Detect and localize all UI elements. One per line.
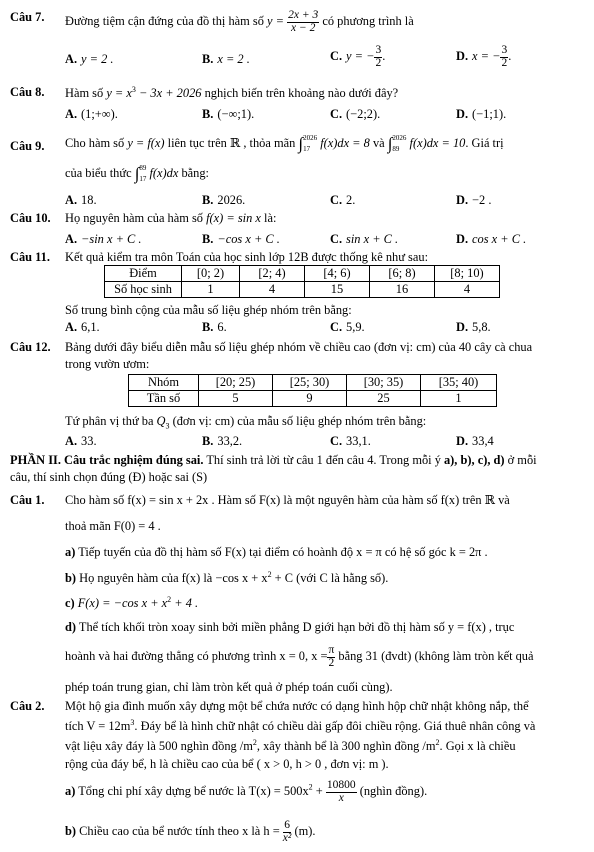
table-cell: [0; 2) xyxy=(182,266,240,282)
integral-body: f(x)dx = 10 xyxy=(409,136,466,151)
table-cell: [20; 25) xyxy=(199,375,273,391)
option-letter: B. xyxy=(202,434,214,448)
stem-text: nghịch biến trên khoảng nào dưới đây? xyxy=(201,86,399,101)
question-8-stem xyxy=(65,85,398,101)
question-9-option-d xyxy=(456,193,491,208)
stem-math: y = x xyxy=(106,86,132,101)
question-7-option-b xyxy=(202,52,250,67)
question-12-line1: Bảng dưới đây biểu diễn mẫu số liệu ghép nhóm về chiều cao (đơn vị: cm) của 40 cây cà chua xyxy=(65,340,533,354)
score-table xyxy=(104,265,500,298)
p2-q2-statement-b xyxy=(65,820,315,844)
statement-text: (nghìn đồng). xyxy=(356,783,428,798)
question-11-option-c xyxy=(330,320,365,335)
question-9-label: Câu 9. xyxy=(10,139,45,153)
question-10-label: Câu 10. xyxy=(10,211,51,225)
table-cell: Tần số xyxy=(129,391,199,407)
option-letter: D. xyxy=(456,107,469,121)
question-8-option-a xyxy=(65,107,118,122)
statement-label: a) xyxy=(65,545,76,559)
statement-text: + xyxy=(312,783,323,798)
question-11-stem: Kết quả kiểm tra môn Toán của học sinh lớp 12B được thống kê như sau: xyxy=(65,250,429,264)
stem-math: f(x) = sin x xyxy=(206,211,261,225)
table-cell: [6; 8) xyxy=(370,266,435,282)
option-letter: B. xyxy=(202,193,214,207)
option-text: −2 . xyxy=(472,193,492,207)
fraction-denominator: x xyxy=(338,791,344,804)
table-cell: [30; 35) xyxy=(347,375,421,391)
question-10-option-d xyxy=(456,232,526,247)
fraction-denominator: x² xyxy=(282,831,292,844)
stem-text: tích V = 12m xyxy=(65,719,131,734)
option-letter: D. xyxy=(456,193,469,207)
height-table xyxy=(128,374,497,407)
p2-question-1-label: Câu 1. xyxy=(10,493,45,507)
question-10-option-c xyxy=(330,232,398,247)
integral-sign: ∫ xyxy=(134,163,140,183)
option-letter: B. xyxy=(202,107,214,121)
option-text: (−∞;1). xyxy=(217,107,255,121)
option-text: 5,9. xyxy=(346,320,365,334)
p2-question-2-line1: Một hộ gia đình muốn xây dựng một bể chứa nước có dạng hình hộp chữ nhật không nắp, thể xyxy=(65,699,529,713)
question-12-line2: trong vườn ươm: xyxy=(65,357,150,371)
integral-upper: 89 xyxy=(139,164,147,172)
question-9-option-c xyxy=(330,193,355,208)
stem-text: . Đáy bể là hình chữ nhật có chiều dài gấp đôi chiều rộng. Giá thuê nhân công và xyxy=(134,719,536,734)
option-letter: A. xyxy=(65,107,78,121)
option-letter: A. xyxy=(65,52,78,66)
question-11-option-a xyxy=(65,320,100,335)
question-7-option-a xyxy=(65,52,114,67)
table-cell: [25; 30) xyxy=(273,375,347,391)
option-text: . xyxy=(508,48,512,63)
option-text: y = 2 . xyxy=(81,52,114,66)
integral-lower: 17 xyxy=(303,145,311,154)
question-12-label: Câu 12. xyxy=(10,340,51,354)
fraction-numerator: 2x + 3 xyxy=(288,9,319,21)
heading-text: Thí sinh trả lời từ câu 1 đến câu 4. Trong mỗi ý xyxy=(203,453,444,467)
integral-limits xyxy=(303,133,317,155)
heading-bold: a), b), c), d) xyxy=(443,453,505,467)
statement-text: (m). xyxy=(291,823,316,838)
option-text: x = − xyxy=(472,48,501,63)
question-7-option-d xyxy=(456,45,511,69)
p2-question-2-line2 xyxy=(65,718,535,734)
option-text: 18. xyxy=(81,193,97,207)
statement-label: b) xyxy=(65,823,77,838)
option-text: 33,1. xyxy=(346,434,371,448)
option-letter: B. xyxy=(202,232,214,246)
fraction-numerator: 10800 xyxy=(326,779,356,791)
statement-text: + 4 . xyxy=(171,596,199,611)
part2-heading-line2: câu, thí sinh chọn đúng (Đ) hoặc sai (S) xyxy=(10,470,208,484)
question-9-option-b xyxy=(202,193,245,208)
fraction-numerator: 3 xyxy=(375,44,382,56)
question-11-option-d xyxy=(456,320,491,335)
question-9-line1 xyxy=(65,133,504,155)
table-cell: Số học sinh xyxy=(105,282,182,298)
p2-q1-statement-d-line1 xyxy=(65,620,514,635)
table-cell: Nhóm xyxy=(129,375,199,391)
option-text: 33,4 xyxy=(472,434,494,448)
stem-text: vật liệu xây đáy là 500 nghìn đồng /m xyxy=(65,739,253,754)
question-11-option-b xyxy=(202,320,227,335)
question-7-stem xyxy=(65,10,414,34)
question-7-option-c xyxy=(330,45,385,69)
option-text: 5,8. xyxy=(472,320,491,334)
stem-exponent: 3 xyxy=(130,718,135,727)
stem-text: . Gọi x là chiều xyxy=(439,739,516,754)
option-text: (1;+∞). xyxy=(81,107,118,121)
statement-text: F(x) = −cos x + x xyxy=(74,596,168,611)
stem-text: bằng: xyxy=(178,166,209,181)
option-text: 33. xyxy=(81,434,97,448)
p2-q1-statement-d-line2 xyxy=(65,645,534,669)
question-8-label: Câu 8. xyxy=(10,85,45,99)
statement-label: c) xyxy=(65,596,75,611)
question-12-option-a xyxy=(65,434,97,449)
option-text: 2026. xyxy=(217,193,246,207)
option-letter: D. xyxy=(456,48,469,63)
question-7-label: Câu 7. xyxy=(10,10,45,24)
table-row xyxy=(105,266,500,282)
integral-sign: ∫ xyxy=(298,133,304,153)
table-cell: 1 xyxy=(182,282,240,298)
stem-text: có phương trình là xyxy=(319,13,414,28)
table-cell: Điểm xyxy=(105,266,182,282)
statement-label: d) xyxy=(65,620,77,634)
question-9-option-a xyxy=(65,193,97,208)
option-text: 6. xyxy=(217,320,227,334)
question-12-option-b xyxy=(202,434,242,449)
option-letter: C. xyxy=(330,48,343,63)
statement-exponent: 2 xyxy=(267,570,272,579)
question-8-option-c xyxy=(330,107,380,122)
statement-fraction xyxy=(326,780,357,804)
stem-text: liên tục trên ℝ , thỏa mãn xyxy=(164,136,299,151)
p2-q1-statement-b xyxy=(65,570,388,586)
question-11-after: Số trung bình cộng của mẫu số liệu ghép nhóm trên bằng: xyxy=(65,303,352,317)
option-letter: C. xyxy=(330,434,343,448)
option-letter: A. xyxy=(65,193,78,207)
stem-exponent: 2 xyxy=(435,738,440,747)
fraction-numerator: π xyxy=(328,644,335,656)
table-cell: 16 xyxy=(370,282,435,298)
fraction-denominator: 2 xyxy=(375,56,382,69)
table-cell: [2; 4) xyxy=(240,266,305,282)
integral-upper: 2026 xyxy=(303,134,318,142)
question-10-option-a xyxy=(65,232,141,247)
p2-question-1-line2: thoả mãn F(0) = 4 . xyxy=(65,519,161,533)
fraction-denominator: x − 2 xyxy=(290,21,316,34)
integral-limits xyxy=(392,133,406,155)
stem-exponent: 3 xyxy=(131,85,136,94)
option-letter: A. xyxy=(65,434,78,448)
stem-text: Cho hàm số xyxy=(65,136,128,151)
option-text: (−2;2). xyxy=(346,107,381,121)
question-8-option-d xyxy=(456,107,506,122)
stem-text: của biểu thức xyxy=(65,166,135,181)
heading-text: ở mỗi xyxy=(504,453,537,467)
stem-math: y = f(x) xyxy=(127,136,165,151)
stem-fraction xyxy=(287,10,319,34)
table-cell: 15 xyxy=(305,282,370,298)
table-cell: 5 xyxy=(199,391,273,407)
statement-text: Chiều cao của bể nước tính theo x là h = xyxy=(76,823,280,838)
table-row xyxy=(129,391,497,407)
table-cell: [35; 40) xyxy=(421,375,497,391)
integral-upper: 2026 xyxy=(392,134,407,142)
table-cell: 25 xyxy=(347,391,421,407)
statement-exponent: 2 xyxy=(308,782,313,792)
statement-text: Họ nguyên hàm của f(x) là −cos x + x xyxy=(76,571,268,586)
question-10-option-b xyxy=(202,232,280,247)
p2-q1-statement-a xyxy=(65,545,488,560)
question-12-option-c xyxy=(330,434,371,449)
question-12-after xyxy=(65,414,426,431)
integral-limits xyxy=(139,163,146,185)
option-letter: C. xyxy=(330,320,343,334)
option-text: y = − xyxy=(346,48,375,63)
option-letter: B. xyxy=(202,52,214,66)
p2-question-2-label: Câu 2. xyxy=(10,699,45,713)
statement-text: Tổng chi phí xây dựng bể nước là T(x) = 500x xyxy=(75,783,309,798)
stem-math: − 3x + 2026 xyxy=(135,86,202,101)
question-12-option-d xyxy=(456,434,494,449)
option-letter: A. xyxy=(65,232,78,246)
integral-sign: ∫ xyxy=(387,133,393,153)
stem-math: Q xyxy=(156,414,166,428)
table-cell: 1 xyxy=(421,391,497,407)
option-letter: D. xyxy=(456,434,469,448)
statement-text: bằng 31 (đvdt) (không làm tròn kết quả xyxy=(335,648,534,663)
integral-body: f(x)dx = 8 xyxy=(320,136,370,151)
p2-q1-statement-c xyxy=(65,595,198,611)
stem-text: Đường tiệm cận đứng của đồ thị hàm số xyxy=(65,13,268,28)
option-text: . xyxy=(382,48,386,63)
stem-text: Hàm số xyxy=(65,86,107,101)
stem-math: y = xyxy=(267,13,284,28)
statement-text: hoành và hai đường thẳng có phương trình x = 0, x = xyxy=(65,648,328,663)
option-text: −cos x + C . xyxy=(217,232,280,246)
option-text: 6,1. xyxy=(81,320,100,334)
option-text: x = 2 . xyxy=(217,52,250,66)
stem-text: . Giá trị xyxy=(465,136,504,151)
statement-text: Thể tích khối tròn xoay sinh bởi miền phẳng D giới hạn bởi đồ thị hàm số y = f(x) , trục xyxy=(76,620,515,634)
table-cell: 4 xyxy=(240,282,305,298)
heading-bold: PHẦN II. Câu trắc nghiệm đúng sai. xyxy=(10,453,204,467)
option-text: sin x + C . xyxy=(346,232,399,246)
question-9-line2 xyxy=(65,163,209,185)
stem-text: Tứ phân vị thứ ba xyxy=(65,414,157,428)
question-8-option-b xyxy=(202,107,254,122)
fraction-numerator: 6 xyxy=(284,819,290,831)
integral-lower: 17 xyxy=(139,175,147,184)
statement-label: a) xyxy=(65,783,76,798)
stem-text: và xyxy=(369,136,388,151)
statement-text: Tiếp tuyến của đồ thị hàm số F(x) tại điểm có hoành độ x = π có hệ số góc k = 2π . xyxy=(75,545,488,559)
fraction-denominator: 2 xyxy=(501,56,508,69)
statement-exponent: 2 xyxy=(167,595,172,604)
integral-body: f(x)dx xyxy=(149,166,179,181)
option-letter: C. xyxy=(330,107,343,121)
fraction-denominator: 2 xyxy=(328,656,335,669)
table-cell: 4 xyxy=(435,282,500,298)
option-text: cos x + C . xyxy=(472,232,527,246)
stem-text: , xây thành bể là 300 nghìn đồng /m xyxy=(256,739,436,754)
p2-question-2-line4: rộng của đáy bể, h là chiều cao của bể ( x > 0, h > 0 , đơn vị: m ). xyxy=(65,757,389,771)
option-letter: D. xyxy=(456,320,469,334)
part2-heading xyxy=(10,453,537,468)
stem-text: là: xyxy=(260,211,277,225)
option-letter: C. xyxy=(330,193,343,207)
table-row xyxy=(129,375,497,391)
option-letter: A. xyxy=(65,320,78,334)
p2-q2-statement-a xyxy=(65,780,427,804)
stem-subscript: 3 xyxy=(165,421,170,431)
option-text: 2. xyxy=(346,193,356,207)
table-row xyxy=(105,282,500,298)
stem-exponent: 2 xyxy=(252,738,257,747)
table-cell: [4; 6) xyxy=(305,266,370,282)
statement-text: + C (với C là hằng số). xyxy=(271,571,389,586)
table-cell: 9 xyxy=(273,391,347,407)
option-text: −sin x + C . xyxy=(81,232,142,246)
stem-text: Họ nguyên hàm của hàm số xyxy=(65,211,207,225)
question-11-label: Câu 11. xyxy=(10,250,50,264)
option-letter: D. xyxy=(456,232,469,246)
p2-question-2-line3 xyxy=(65,738,516,754)
statement-label: b) xyxy=(65,571,77,586)
integral-lower: 89 xyxy=(392,145,400,154)
question-10-stem xyxy=(65,211,276,226)
option-letter: C. xyxy=(330,232,343,246)
table-cell: [8; 10) xyxy=(435,266,500,282)
p2-q1-statement-d-line3: phép toán trung gian, chỉ làm tròn kết quả ở phép toán cuối cùng). xyxy=(65,680,393,694)
option-text: 33,2. xyxy=(217,434,243,448)
stem-text: (đơn vị: cm) của mẫu số liệu ghép nhóm trên bằng: xyxy=(169,414,427,428)
p2-question-1-line1: Cho hàm số f(x) = sin x + 2x . Hàm số F(x) là một nguyên hàm của hàm số f(x) trên ℝ và xyxy=(65,493,510,507)
option-text: (−1;1). xyxy=(472,107,507,121)
fraction-numerator: 3 xyxy=(501,44,508,56)
option-letter: B. xyxy=(202,320,214,334)
